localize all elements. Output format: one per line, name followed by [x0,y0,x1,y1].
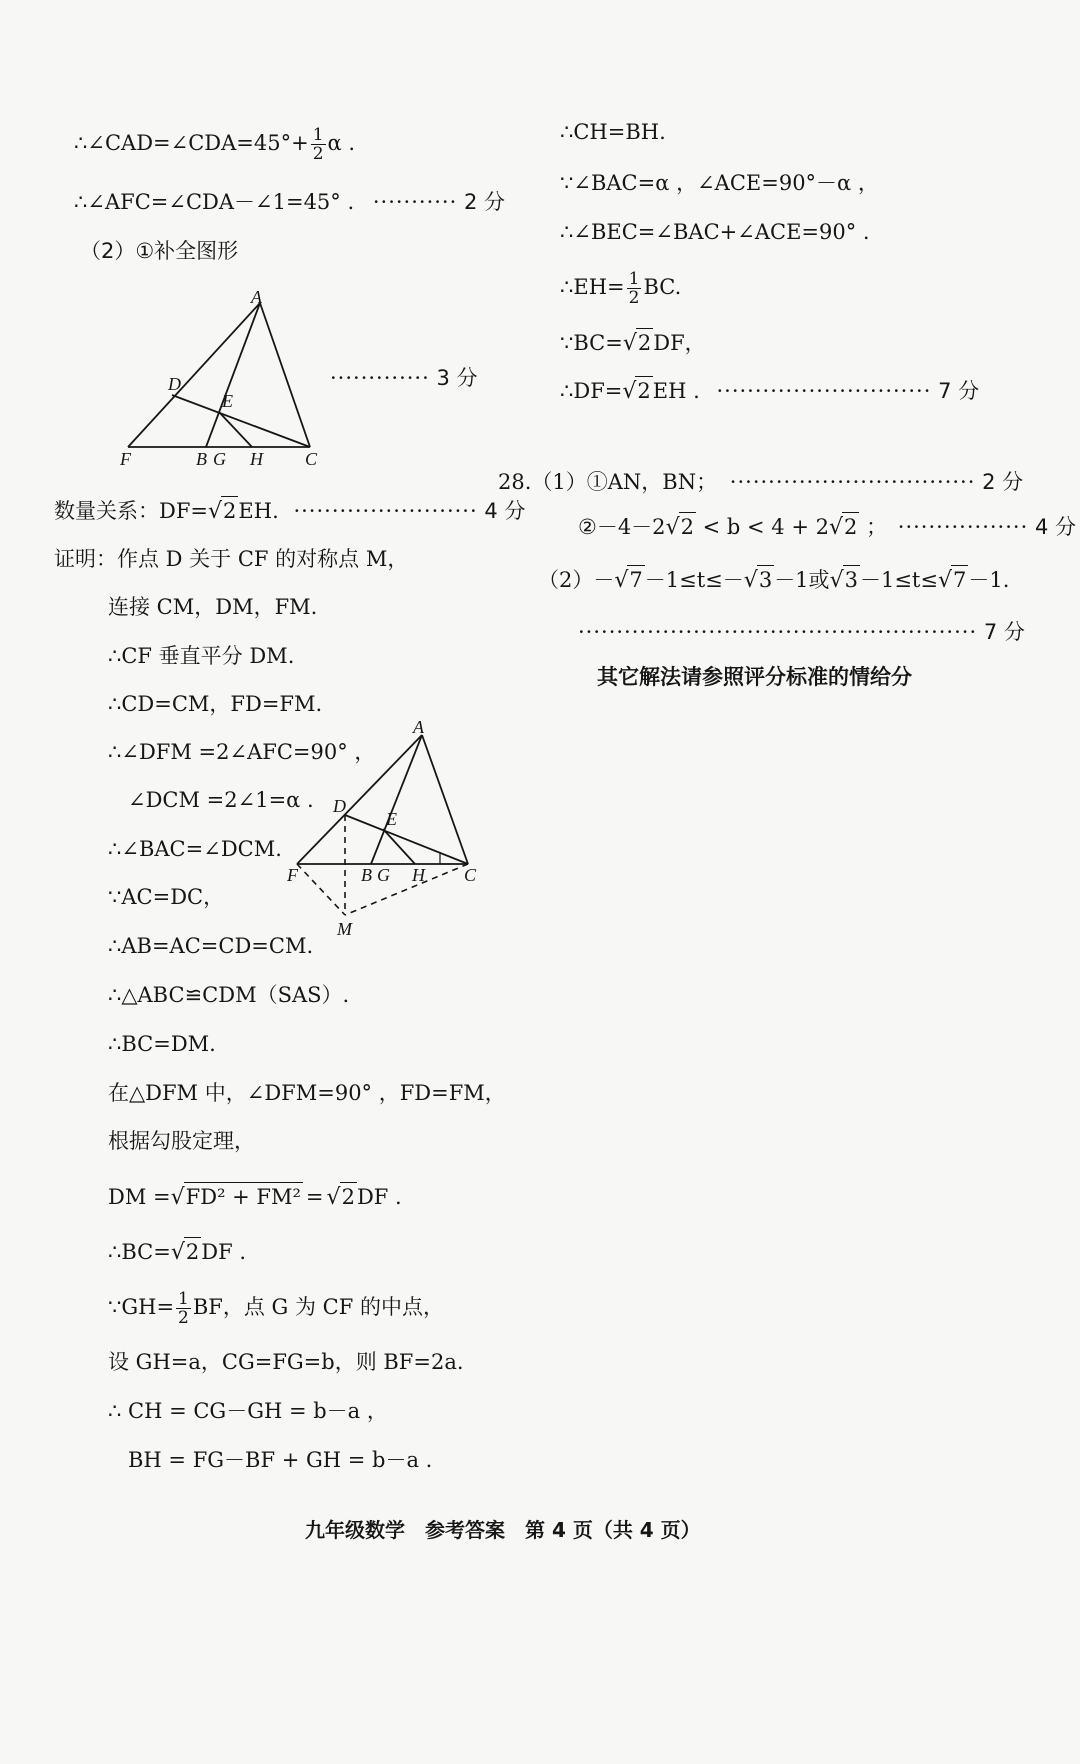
fig1-label-f: F [120,449,131,469]
proof-line-7: ∴CF 垂直平分 DM. [108,644,295,668]
fig2-label-c: C [464,865,477,885]
fig1-ac [260,303,310,447]
right-line-3: ∴∠BEC=∠BAC+∠ACE=90° . [560,220,870,244]
proof-line-19: ∴BC=√2DF . [108,1237,246,1267]
fig1-af [128,303,260,447]
fig2-label-b: B [361,865,372,885]
quantity-relation: 数量关系：DF=√2EH. ························ 4 分 [54,496,525,526]
proof-line-22: ∴ CH = CG－GH = b－a ， [108,1399,388,1423]
proof-line-16: 在△DFM 中，∠DFM=90° ，FD=FM， [108,1081,506,1105]
fig2-ac [422,735,468,864]
proof-start: 证明：作点 D 关于 CF 的对称点 M， [54,547,409,571]
proof-line-13: ∴AB=AC=CD=CM. [108,934,314,958]
page-footer: 九年级数学 参考答案 第 4 页（共 4 页） [305,1518,701,1542]
proof-line-6: 连接 CM，DM，FM. [108,595,318,619]
q28-part1-2: ②－4－2√2 < b < 4 + 2√2 ； ················· 4 分 [578,512,1076,542]
right-line-5: ∵BC=√2DF， [560,328,706,358]
fig2-label-e: E [386,809,397,829]
proof-line-9: ∴∠DFM =2∠AFC=90° ， [108,740,376,764]
fig2-eh [383,829,415,864]
right-line-4: ∴EH= $\frac{1}{2}$ BC. [560,269,682,308]
grading-note: 其它解法请参照评分标准的情给分 [597,665,912,689]
fig2-label-d: D [333,796,346,816]
fig2-label-g: G [377,865,390,885]
figure-1 [110,285,340,475]
q28-part2: （2）－√7－1≤t≤－√3－1或√3－1≤t≤√7－1. [538,565,1009,595]
line-afc: ∴∠AFC=∠CDA－∠1=45° . ··········· 2 分 [74,190,506,214]
fig1-label-c: C [305,449,318,469]
proof-line-23: BH = FG－BF + GH = b－a . [128,1448,433,1472]
line-cad-cda: ∴∠CAD=∠CDA=45°+ $\frac{1}{2}$ α . [74,125,356,164]
fig1-label-b: B [196,449,207,469]
fig2-label-a: A [413,717,424,737]
proof-line-20: ∵GH= $\frac{1}{2}$ BF，点 G 为 CF 的中点， [108,1289,444,1328]
q28-part1-1: 28.（1）①AN，BN； ································ 2 分 [498,470,1024,494]
fig1-label-g: G [213,449,226,469]
fig2-af [297,735,422,864]
part2-heading: （2）①补全图形 [80,239,239,263]
fig1-label-d: D [168,374,181,394]
figure-2 [285,715,485,940]
fig2-fm [297,864,345,915]
fig2-label-h: H [412,865,425,885]
fig1-label-a: A [251,287,262,307]
fig2-dc [345,815,468,864]
right-line-6: ∴DF=√2EH . ···························· 7 分 [560,376,979,406]
proof-line-10: ∠DCM =2∠1=α . [128,788,314,812]
fig2-label-m: M [337,919,352,939]
proof-line-17: 根据勾股定理， [108,1129,255,1153]
fig1-eh [219,412,252,447]
right-line-2: ∵∠BAC=α ，∠ACE=90°－α ， [560,171,879,195]
proof-line-15: ∴BC=DM. [108,1032,216,1056]
fig1-label-e: E [222,391,233,411]
proof-line-8: ∴CD=CM，FD=FM. [108,692,323,716]
q28-part2-score: ···················································· 7 分 [578,620,1025,644]
fig1-score: ············· 3 分 [330,366,478,390]
proof-line-21: 设 GH=a，CG=FG=b，则 BF=2a. [108,1350,464,1374]
proof-line-12: ∵AC=DC， [108,885,225,909]
proof-line-14: ∴△ABC≌CDM（SAS）. [108,983,350,1007]
fig1-dc [172,395,310,447]
right-line-1: ∴CH=BH. [560,120,666,144]
proof-line-18: DM =√FD² + FM² = √2DF . [108,1182,402,1212]
proof-line-11: ∴∠BAC=∠DCM. [108,837,282,861]
fig2-label-f: F [287,865,298,885]
fig1-label-h: H [250,449,263,469]
